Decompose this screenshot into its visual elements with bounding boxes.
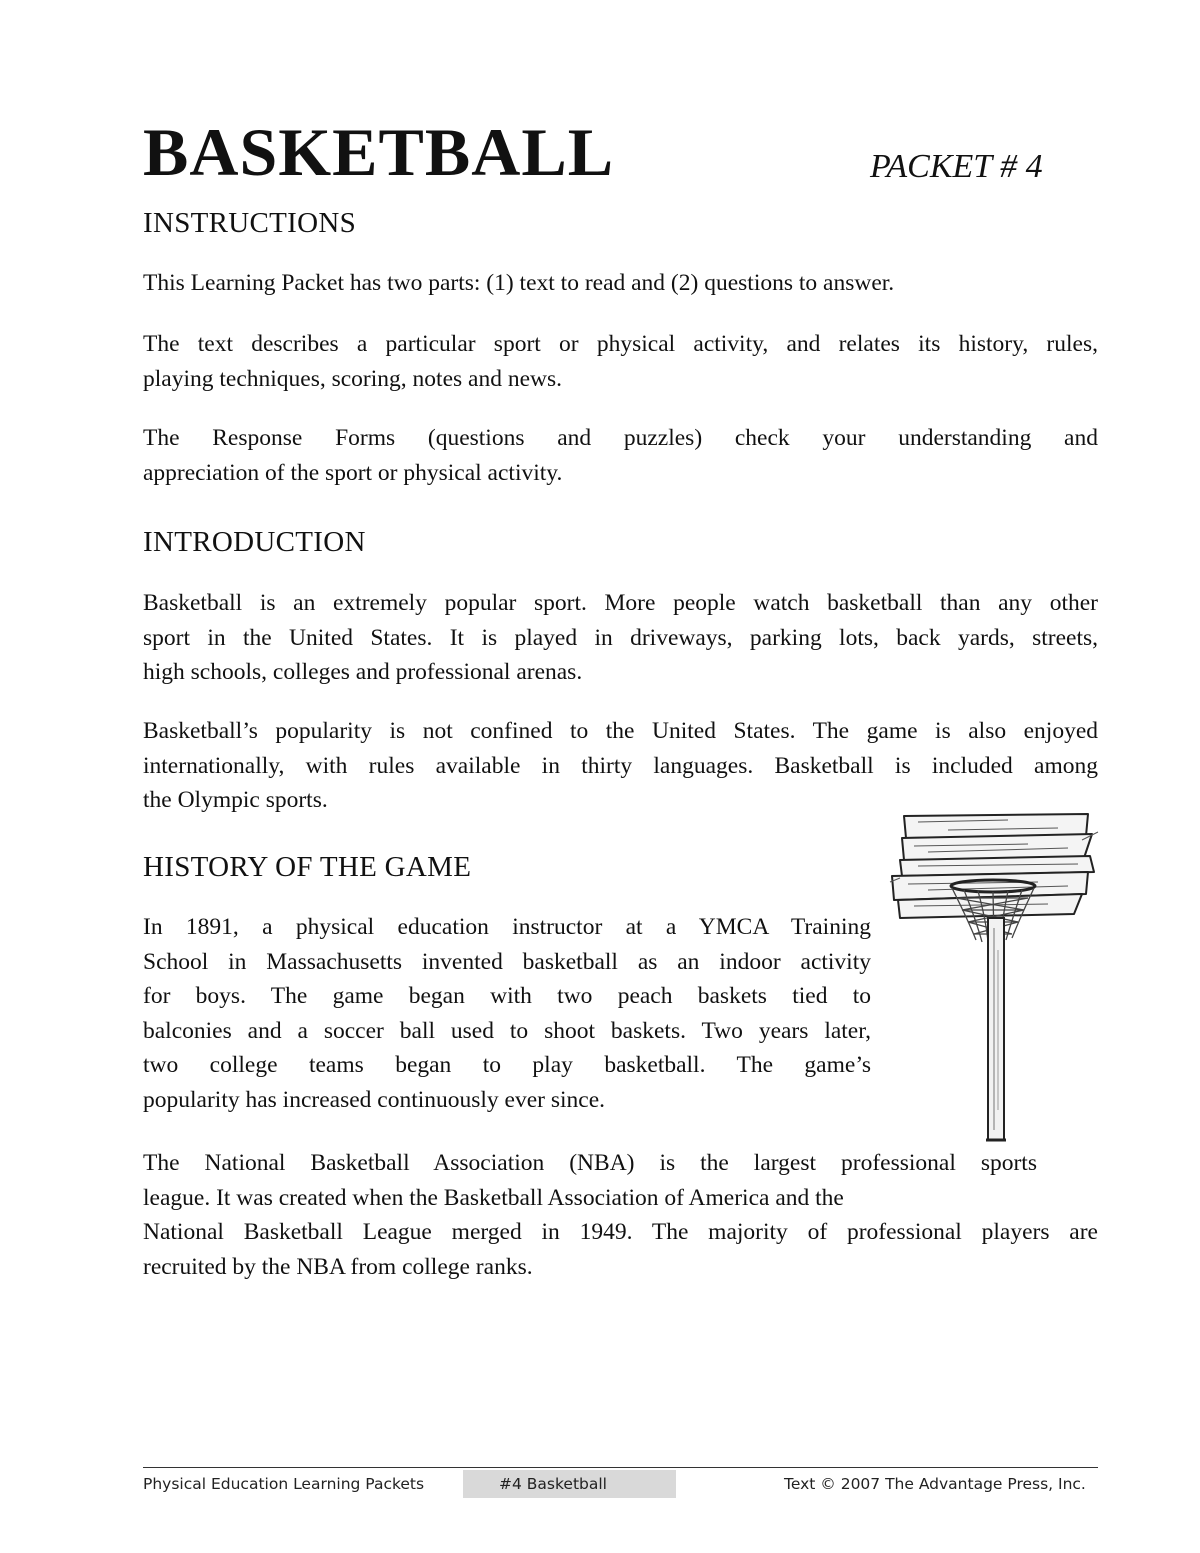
text-line: sport in the United States. It is played in driveways, parking lots, back yards, streets, (143, 624, 1098, 651)
packet-label: PACKET # 4 (870, 148, 1043, 185)
text-line: league. It was created when the Basketball Association of America and the (143, 1184, 844, 1211)
instructions-paragraph-2 (143, 327, 1098, 396)
footer-divider (143, 1467, 1098, 1468)
introduction-paragraph-2 (143, 714, 1098, 818)
basketball-hoop-icon (888, 810, 1100, 1145)
footer-series-title: Physical Education Learning Packets (143, 1475, 425, 1493)
text-line: Basketball’s popularity is not confined to the United States. The game is also enjoyed (143, 718, 1098, 744)
text-line: two college teams began to play basketball. The game’s (143, 1052, 871, 1078)
history-paragraph-2 (143, 1146, 1098, 1284)
text-line: for boys. The game began with two peach baskets tied to (143, 983, 871, 1009)
instructions-paragraph-3 (143, 421, 1098, 490)
text-line: playing techniques, scoring, notes and news. (143, 365, 562, 392)
text-line: high schools, colleges and professional arenas. (143, 659, 583, 685)
footer-packet-title: #4 Basketball (463, 1470, 676, 1498)
text-line: appreciation of the sport or physical activity. (143, 459, 563, 486)
text-line: The Response Forms (questions and puzzles) check your understanding and (143, 425, 1098, 451)
text-line: In 1891, a physical education instructor at a YMCA Training (143, 914, 871, 940)
text-line: internationally, with rules available in thirty languages. Basketball is included among (143, 752, 1098, 779)
text-line: popularity has increased continuously ever since. (143, 1086, 606, 1113)
text-line: National Basketball League merged in 1949. The majority of professional players are (143, 1219, 1098, 1245)
text-line: This Learning Packet has two parts: (1) text to read and (2) questions to answer. (143, 270, 895, 296)
text-line: The National Basketball Association (NBA) is the largest professional sports (143, 1150, 1037, 1176)
instructions-heading: INSTRUCTIONS (143, 207, 357, 239)
text-line: the Olympic sports. (143, 787, 328, 813)
instructions-paragraph-1 (143, 266, 1098, 301)
footer-copyright: Text © 2007 The Advantage Press, Inc. (784, 1475, 1086, 1493)
history-heading: HISTORY OF THE GAME (143, 851, 472, 883)
text-line: The text describes a particular sport or physical activity, and relates its history, rules, (143, 331, 1098, 357)
text-line: recruited by the NBA from college ranks. (143, 1253, 533, 1280)
introduction-heading: INTRODUCTION (143, 526, 366, 558)
text-line: balconies and a soccer ball used to shoot baskets. Two years later, (143, 1017, 871, 1044)
text-line: Basketball is an extremely popular sport. More people watch basketball than any other (143, 590, 1098, 616)
history-paragraph-1 (143, 910, 871, 1117)
text-line: School in Massachusetts invented basketball as an indoor activity (143, 948, 871, 975)
document-title: BASKETBALL (143, 114, 615, 190)
introduction-paragraph-1 (143, 586, 1098, 690)
